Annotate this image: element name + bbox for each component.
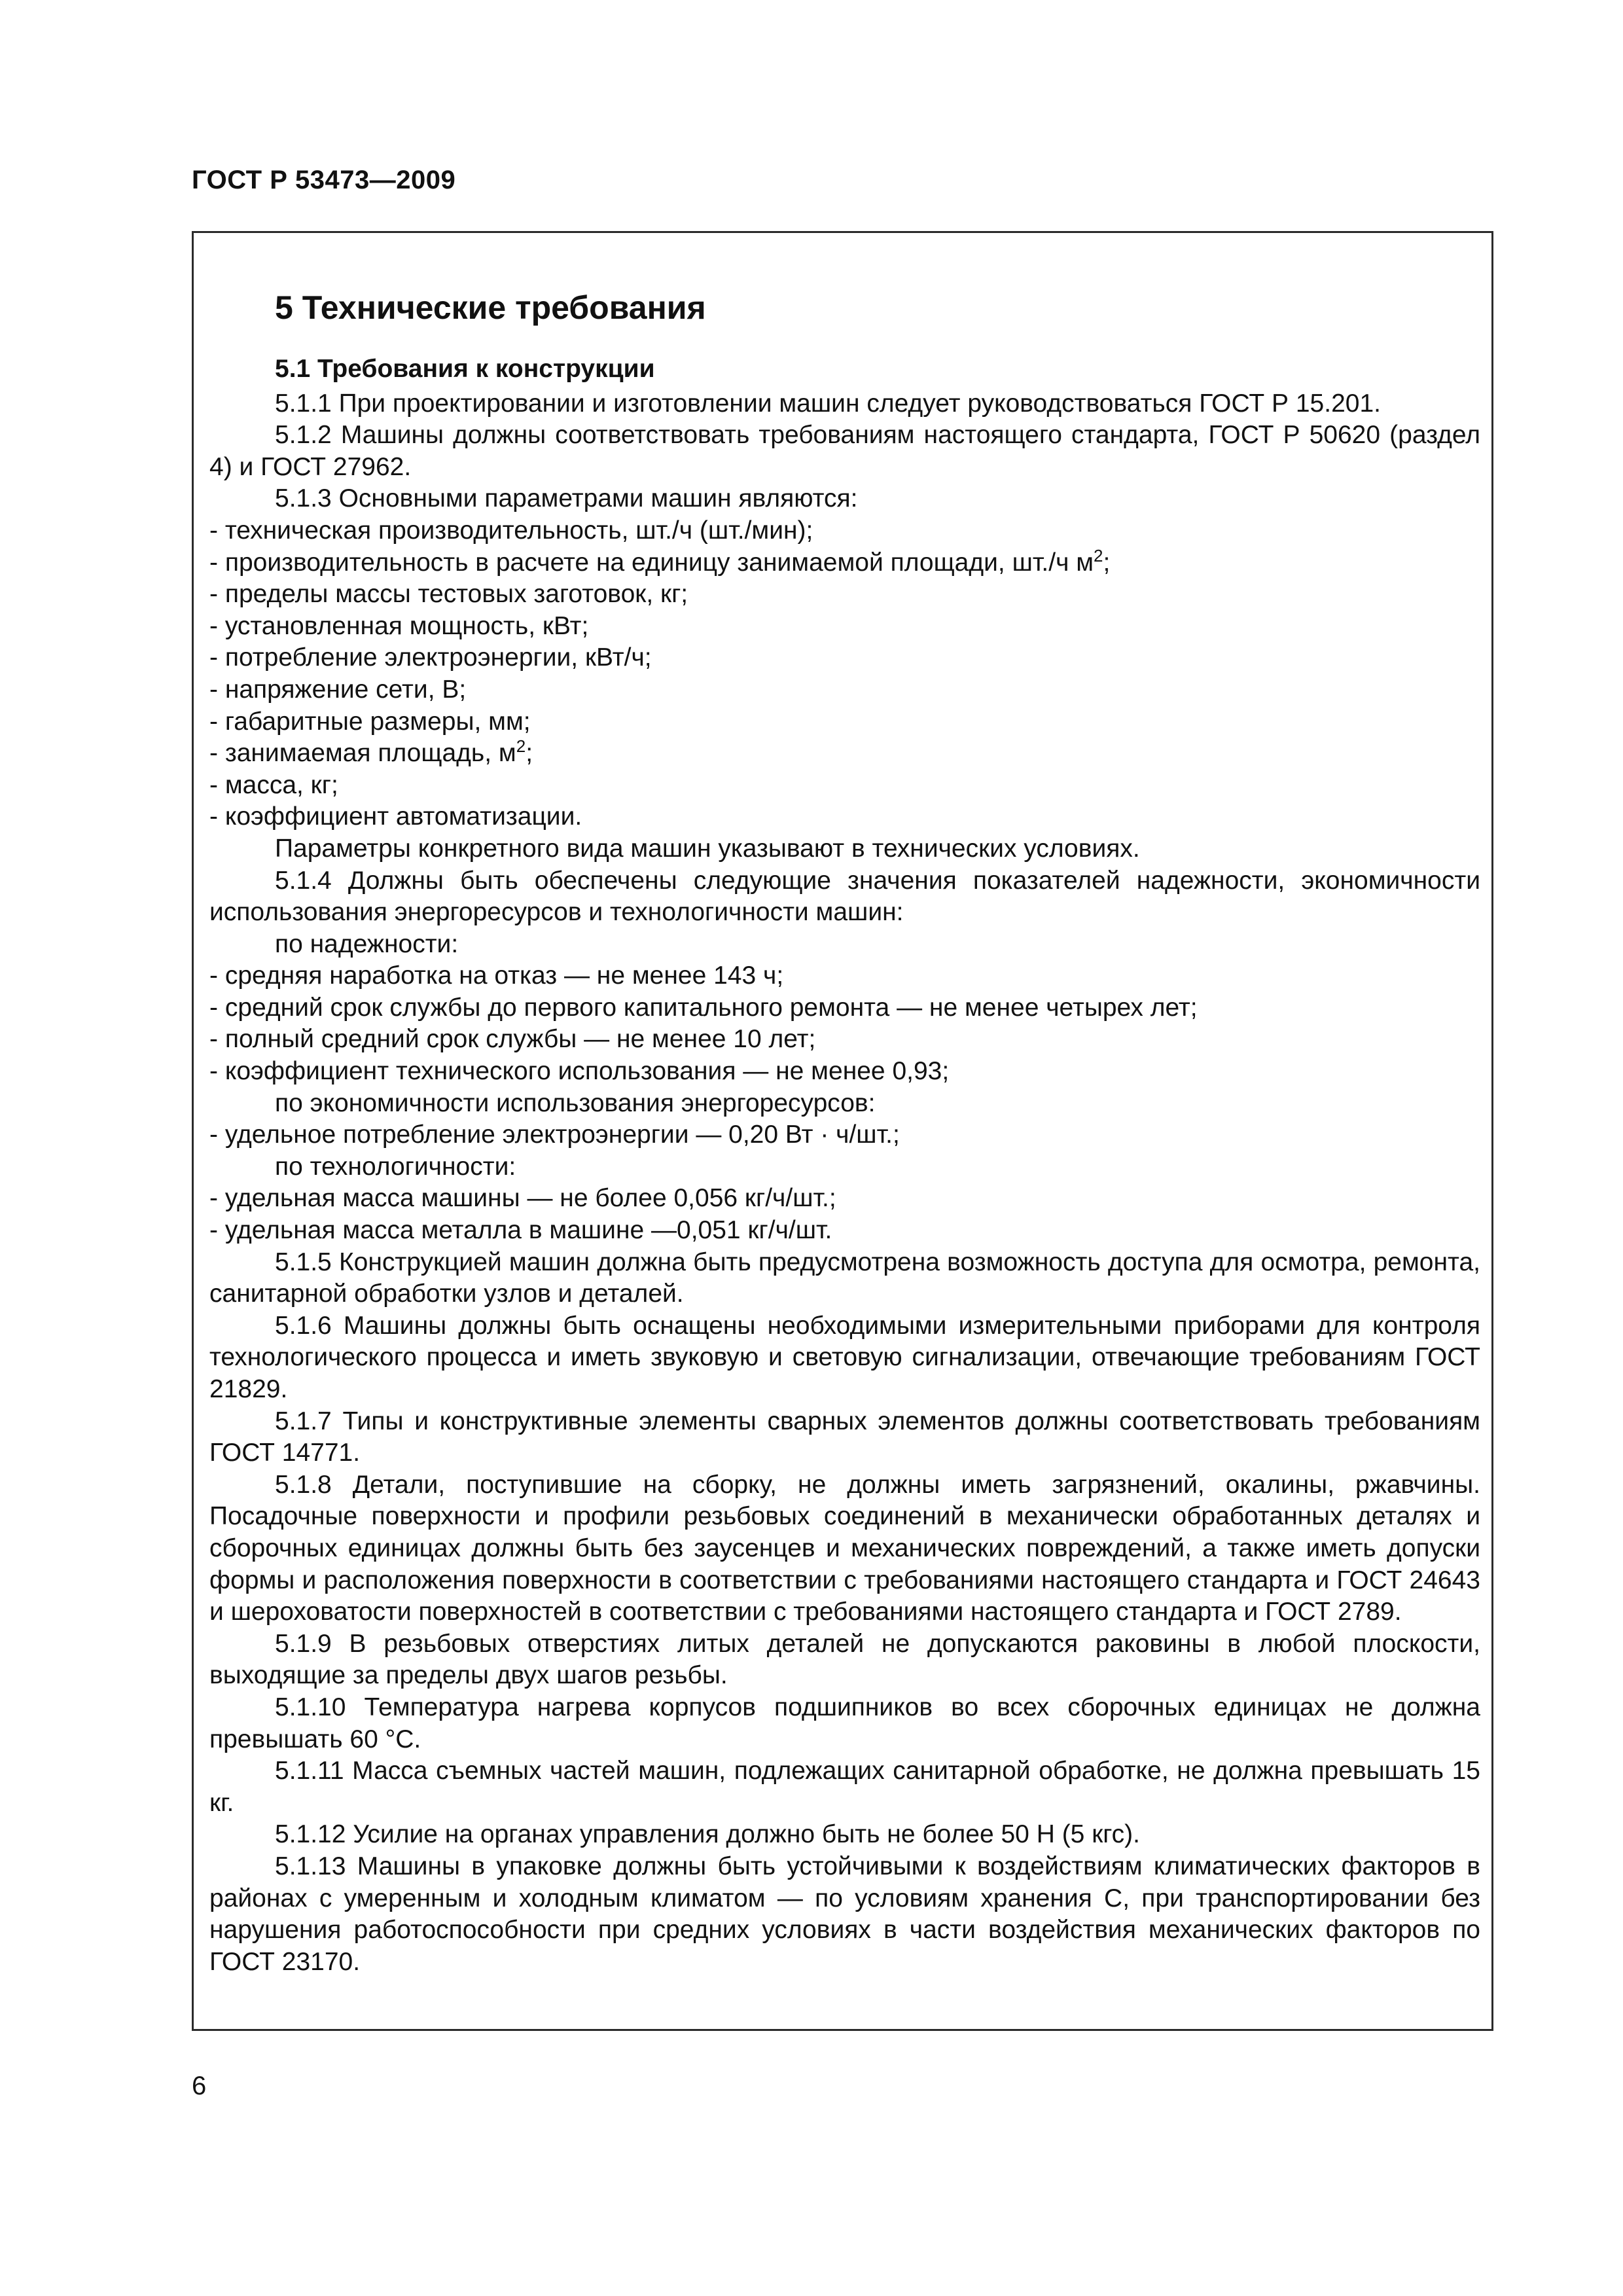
reliability-lead: по надежности: <box>275 929 459 958</box>
list-item: - пределы массы тестовых заготовок, кг; <box>209 580 688 609</box>
list-item: - габаритные размеры, мм; <box>209 707 531 736</box>
paragraph-5-1-7: 5.1.7 Типы и конструктивные элементы сварных элементов должны соответствовать требованиям ГОСТ 14771. <box>209 1407 1480 1467</box>
section-title: 5 Технические требования <box>275 289 706 326</box>
list-item <box>209 738 1480 770</box>
paragraph-5-1-9: 5.1.9 В резьбовых отверстиях литых деталей не допускаются раковины в любой плоскости, выходящие за пределы двух шагов резьбы. <box>209 1629 1480 1690</box>
superscript: 2 <box>516 736 526 757</box>
technology-lead: по технологичности: <box>275 1152 516 1181</box>
paragraph-5-1-8: 5.1.8 Детали, поступившие на сборку, не должны иметь загрязнений, окалины, ржавчины. Посадочные поверхности и профили резьбовых соединений в механически обработанных деталях и сборочных единицах должны быть без заусенцев и механических повреждений, а также иметь допуски формы и расположения поверхности в соответствии с требованиями настоящего стандарта и ГОСТ 24643 и шероховатости поверхностей в соответствии с требованиями настоящего стандарта и ГОСТ 2789. <box>209 1470 1480 1626</box>
economy-lead: по экономичности использования энергоресурсов: <box>275 1088 876 1117</box>
list-item: - потребление электроэнергии, кВт/ч; <box>209 643 652 672</box>
list-item-punct: ; <box>1103 548 1111 577</box>
parameters-list <box>209 515 1480 833</box>
paragraph-5-1-3: 5.1.3 Основными параметрами машин являются: <box>275 484 858 513</box>
list-item <box>209 547 1480 579</box>
parameters-note: Параметры конкретного вида машин указывают в технических условиях. <box>275 834 1140 863</box>
paragraph-5-1-2: 5.1.2 Машины должны соответствовать требованиям настоящего стандарта, ГОСТ Р 50620 (раздел 4) и ГОСТ 27962. <box>209 421 1480 481</box>
page-number: 6 <box>192 2072 207 2100</box>
list-item-text: - производительность в расчете на единицу занимаемой площади, шт./ч м <box>209 548 1094 577</box>
superscript: 2 <box>1094 545 1103 565</box>
list-item: - удельная масса машины — не более 0,056 кг/ч/шт.; <box>209 1184 836 1213</box>
list-item: - коэффициент технического использования — не менее 0,93; <box>209 1057 950 1086</box>
list-item: - техническая производительность, шт./ч (шт./мин); <box>209 516 813 545</box>
list-item: - напряжение сети, В; <box>209 675 467 704</box>
economy-list <box>209 1119 1480 1151</box>
list-item-punct: ; <box>526 739 533 768</box>
document-code-header: ГОСТ Р 53473—2009 <box>192 166 456 194</box>
list-item: - удельное потребление электроэнергии — 0,20 Вт · ч/шт.; <box>209 1121 900 1149</box>
paragraph-5-1-12: 5.1.12 Усилие на органах управления должно быть не более 50 Н (5 кгс). <box>275 1820 1140 1849</box>
list-item: - полный средний срок службы — не менее 10 лет; <box>209 1025 816 1054</box>
subsection-title: 5.1 Требования к конструкции <box>275 355 655 383</box>
list-item: - коэффициент автоматизации. <box>209 802 582 831</box>
main-content <box>209 288 1480 1978</box>
list-item: - удельная масса металла в машине —0,051 кг/ч/шт. <box>209 1216 832 1245</box>
list-item: - установленная мощность, кВт; <box>209 611 589 640</box>
paragraph-5-1-5: 5.1.5 Конструкцией машин должна быть предусмотрена возможность доступа для осмотра, ремонта, санитарной обработки узлов и деталей. <box>209 1247 1480 1308</box>
paragraph-5-1-6: 5.1.6 Машины должны быть оснащены необходимыми измерительными приборами для контроля технологического процесса и иметь звуковую и световую сигнализации, отвечающие требованиям ГОСТ 21829. <box>209 1311 1480 1403</box>
paragraph-5-1-4: 5.1.4 Должны быть обеспечены следующие значения показателей надежности, экономичности использования энергоресурсов и технологичности машин: <box>209 866 1480 927</box>
list-item-text: - занимаемая площадь, м <box>209 739 516 768</box>
paragraph-5-1-1: 5.1.1 При проектировании и изготовлении машин следует руководствоваться ГОСТ Р 15.201. <box>275 389 1381 418</box>
paragraph-5-1-13: 5.1.13 Машины в упаковке должны быть устойчивыми к воздействиям климатических факторов в районах с умеренным и холодным климатом — по условиям хранения С, при транспортировании без нарушения работоспособности при средних условиях в части воздействия механических факторов по ГОСТ 23170. <box>209 1852 1480 1976</box>
paragraph-5-1-10: 5.1.10 Температура нагрева корпусов подшипников во всех сборочных единицах не должна превышать 60 °С. <box>209 1693 1480 1753</box>
paragraph-5-1-11: 5.1.11 Масса съемных частей машин, подлежащих санитарной обработке, не должна превышать 15 кг. <box>209 1757 1480 1817</box>
reliability-list <box>209 960 1480 1087</box>
technology-list <box>209 1183 1480 1246</box>
list-item: - масса, кг; <box>209 770 338 799</box>
list-item: - средняя наработка на отказ — не менее 143 ч; <box>209 961 784 990</box>
list-item: - средний срок службы до первого капитального ремонта — не менее четырех лет; <box>209 993 1198 1022</box>
